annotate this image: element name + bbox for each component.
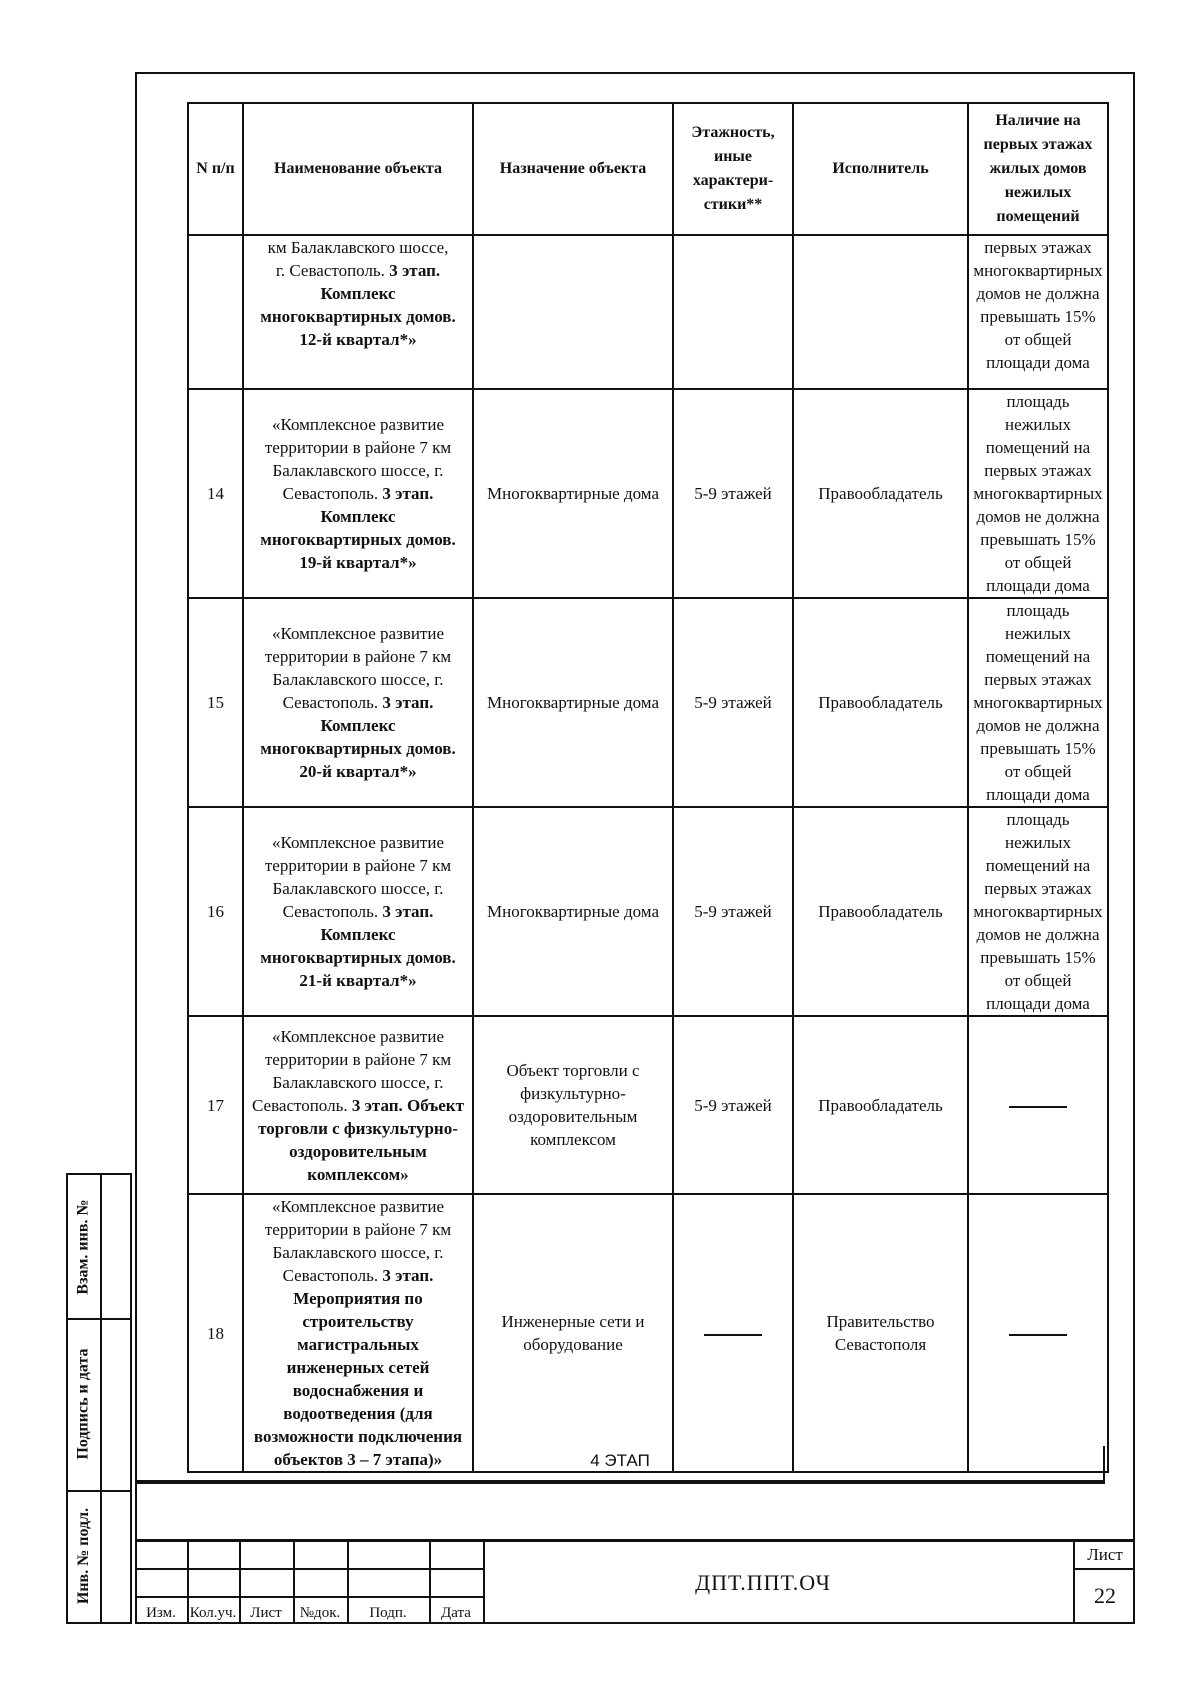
cell-executor: Правообладатель: [793, 807, 968, 1016]
sheet-label: Лист: [1075, 1542, 1135, 1570]
table-header-row: [188, 103, 1108, 235]
cell-num: 14: [188, 389, 243, 598]
header-floors: Этажность, иные характери-стики**: [673, 103, 793, 235]
cell-floors: 5-9 этажей: [673, 1016, 793, 1194]
cell-purpose: Объект торговли с физкультурно-оздоровительным комплексом: [473, 1016, 673, 1194]
cell-num: 18: [188, 1194, 243, 1472]
cell-executor: Правообладатель: [793, 389, 968, 598]
side-label-inv-orig: Инв. № подл.: [75, 1507, 92, 1605]
cell-name: «Комплексное развитие территории в районе 7 км Балаклавского шоссе, г. Севастополь. 3 этап. Комплекс многоквартирных домов. 19-й квартал*»: [243, 389, 473, 598]
table-row: [188, 598, 1108, 807]
cell-floors: [673, 1194, 793, 1472]
cell-name: «Комплексное развитие территории в районе 7 км Балаклавского шоссе, г. Севастополь. 3 этап. Комплекс многоквартирных домов. 21-й квартал*»: [243, 807, 473, 1016]
header-nonres: Наличие на первых этажах жилых домов нежилых помещений: [968, 103, 1108, 235]
dash-mark: [1009, 1106, 1067, 1108]
objects-table: [187, 102, 1109, 1473]
side-stamp: [66, 1173, 132, 1624]
cell-executor: Правительство Севастополя: [793, 1194, 968, 1472]
side-label-inv-replace: Взам. инв. №: [75, 1198, 92, 1295]
cell-nonres: [968, 1194, 1108, 1472]
blank-row-line: [135, 1482, 1105, 1484]
document-code: ДПТ.ППТ.ОЧ: [695, 1570, 831, 1595]
header-purpose: Назначение объекта: [473, 103, 673, 235]
table-row: [188, 1016, 1108, 1194]
header-num: N п/п: [188, 103, 243, 235]
stamp-label-kol: Кол.уч.: [189, 1605, 237, 1621]
sheet-number: 22: [1094, 1583, 1116, 1608]
cell-nonres: площадь нежилых помещений на первых этажах многоквартирных домов не должна превышать 15% от общей площади дома: [968, 389, 1108, 598]
stamp-label-sign: Подп.: [369, 1605, 407, 1621]
cell-nonres: площадь нежилых помещений на первых этажах многоквартирных домов не должна превышать 15% от общей площади дома: [968, 807, 1108, 1016]
revision-grid: [135, 1542, 483, 1624]
cell-nonres: первых этажах многоквартирных домов не должна превышать 15% от общей площади дома: [968, 235, 1108, 389]
cell-num: 17: [188, 1016, 243, 1194]
side-cell-sign-date: [68, 1318, 130, 1492]
side-cell-inv-replace: [68, 1175, 130, 1320]
dash-mark: [704, 1334, 762, 1336]
cell-name: «Комплексное развитие территории в районе 7 км Балаклавского шоссе, г. Севастополь. 3 этап. Комплекс многоквартирных домов. 20-й квартал*»: [243, 598, 473, 807]
cell-purpose: Многоквартирные дома: [473, 389, 673, 598]
sheet-box: [1073, 1542, 1135, 1624]
header-executor: Исполнитель: [793, 103, 968, 235]
dash-mark: [1009, 1334, 1067, 1336]
cell-nonres: [968, 1016, 1108, 1194]
cell-nonres: площадь нежилых помещений на первых этажах многоквартирных домов не должна превышать 15% от общей площади дома: [968, 598, 1108, 807]
cell-num: [188, 235, 243, 389]
cell-num: 15: [188, 598, 243, 807]
stamp-label-list: Лист: [250, 1605, 282, 1621]
title-block: [135, 1539, 1135, 1624]
table-row: [188, 807, 1108, 1016]
table-row: [188, 389, 1108, 598]
cell-executor: Правообладатель: [793, 1016, 968, 1194]
side-cell-inv-orig: [68, 1490, 130, 1622]
side-label-sign-date: Подпись и дата: [75, 1348, 92, 1460]
cell-executor: Правообладатель: [793, 598, 968, 807]
cell-floors: 5-9 этажей: [673, 389, 793, 598]
cell-floors: 5-9 этажей: [673, 807, 793, 1016]
cell-purpose: [473, 235, 673, 389]
cell-purpose: Инженерные сети и оборудование: [473, 1194, 673, 1472]
cell-name: «Комплексное развитие территории в районе 7 км Балаклавского шоссе, г. Севастополь. 3 этап. Объект торговли с физкультурно-оздоровительным комплексом»: [243, 1016, 473, 1194]
cell-floors: 5-9 этажей: [673, 598, 793, 807]
cell-floors: [673, 235, 793, 389]
table-row: [188, 235, 1108, 389]
header-name: Наименование объекта: [243, 103, 473, 235]
cell-name: км Балаклавского шоссе, г. Севастополь. 3 этап. Комплекс многоквартирных домов. 12-й квартал*»: [243, 235, 473, 389]
cell-num: 16: [188, 807, 243, 1016]
stamp-label-date: Дата: [441, 1605, 471, 1621]
stage-row: [135, 1446, 1105, 1482]
cell-executor: [793, 235, 968, 389]
cell-name: «Комплексное развитие территории в районе 7 км Балаклавского шоссе, г. Севастополь. 3 этап. Мероприятия по строительству магистральных инженерных сетей водоснабжения и водоотведения (для возможности подключения объектов 3 – 7 этапа)»: [243, 1194, 473, 1472]
cell-purpose: Многоквартирные дома: [473, 598, 673, 807]
cell-purpose: Многоквартирные дома: [473, 807, 673, 1016]
stamp-label-izm: Изм.: [146, 1605, 176, 1621]
table-row: [188, 1194, 1108, 1472]
stage-label: 4 ЭТАП: [590, 1451, 650, 1470]
stamp-label-doc: №док.: [299, 1605, 341, 1621]
